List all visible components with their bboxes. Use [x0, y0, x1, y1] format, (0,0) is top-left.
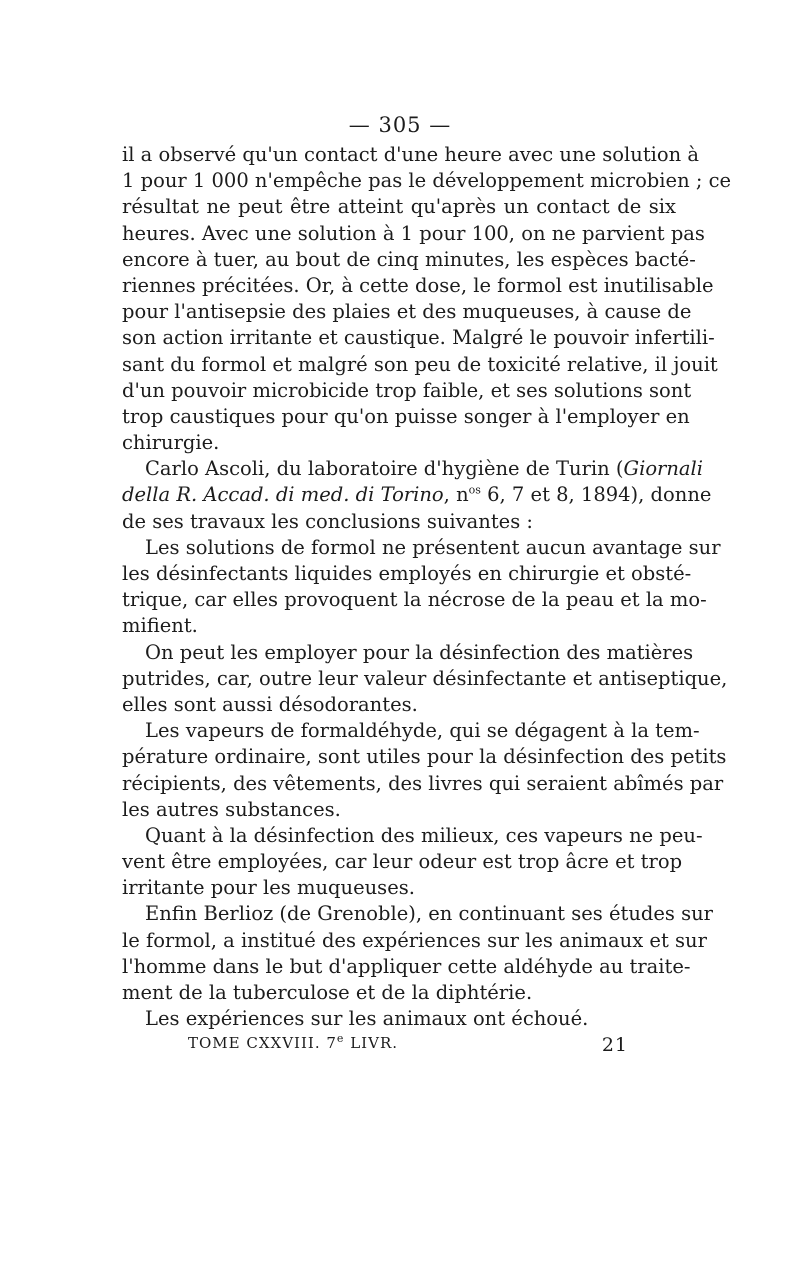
- text-line: ment de la tuberculose et de la diphtérie.: [122, 981, 533, 1004]
- journal-title: Giornali: [623, 457, 704, 481]
- text-line: résultat ne peut être atteint qu'après un contact de six: [122, 195, 676, 219]
- text-line: son action irritante et caustique. Malgré le pouvoir infertili-: [122, 326, 715, 350]
- issue-number: 7: [326, 1034, 337, 1052]
- text-line: 1 pour 1 000 n'empêche pas le développement microbien ; ce: [122, 169, 732, 193]
- ascoli-text: , n: [443, 483, 469, 507]
- ascoli-line-2: [122, 482, 712, 508]
- text-line: vent être employées, car leur odeur est trop âcre et trop: [122, 850, 683, 874]
- text-line: elles sont aussi désodorantes.: [122, 692, 418, 716]
- text-line: l'homme dans le but d'appliquer cette aldéhyde au traite-: [122, 954, 691, 978]
- text-line: Quant à la désinfection des milieux, ces vapeurs ne peu-: [145, 823, 703, 847]
- body-text: [122, 142, 732, 1032]
- text-line: Les solutions de formol ne présentent aucun avantage sur: [145, 535, 721, 559]
- text-line: heures. Avec une solution à 1 pour 100, on ne parvient pas: [122, 221, 705, 245]
- ascoli-line-1: [122, 456, 704, 482]
- page-number: — 305 —: [348, 113, 452, 137]
- ascoli-line-3: de ses travaux les conclusions suivantes :: [122, 509, 533, 533]
- text-line: les désinfectants liquides employés en chirurgie et obsté-: [122, 562, 692, 585]
- text-line: il a observé qu'un contact d'une heure avec une solution à: [122, 143, 700, 166]
- text-line: putrides, car, outre leur valeur désinfectante et antiseptique,: [122, 666, 728, 690]
- signature-mark: 21: [601, 1034, 628, 1056]
- text-line: encore à tuer, au bout de cinq minutes, les espèces bacté-: [122, 247, 696, 271]
- ascoli-text: 6, 7 et 8, 1894), donne: [480, 483, 712, 507]
- text-line: Les vapeurs de formaldéhyde, qui se dégagent à la tem-: [145, 719, 700, 743]
- text-line: On peut les employer pour la désinfection des matières: [145, 640, 694, 664]
- text-line: trop caustiques pour qu'on puisse songer à l'employer en: [122, 404, 690, 428]
- text-line: Enfin Berlioz (de Grenoble), en continuant ses études sur: [145, 902, 713, 926]
- text-line: d'un pouvoir microbicide trop faible, et ses solutions sont: [122, 378, 692, 402]
- text-line: riennes précitées. Or, à cette dose, le formol est inutilisable: [122, 273, 714, 297]
- volume-text: TOME CXXVIII.: [188, 1034, 321, 1052]
- journal-title: della R. Accad. di med. di Torino: [122, 483, 444, 507]
- ascoli-text: Carlo Ascoli, du laboratoire d'hygiène de Turin (: [145, 457, 624, 481]
- superscript: e: [336, 1032, 345, 1045]
- text-line: mifient.: [122, 614, 198, 638]
- text-line: les autres substances.: [122, 797, 341, 821]
- text-line: pérature ordinaire, sont utiles pour la désinfection des petits: [122, 745, 727, 769]
- issue-label: LIVR.: [350, 1034, 398, 1052]
- text-line: Les expériences sur les animaux ont échoué.: [145, 1007, 589, 1031]
- text-line: pour l'antisepsie des plaies et des muqueuses, à cause de: [122, 300, 692, 324]
- text-line: trique, car elles provoquent la nécrose de la peau et la mo-: [122, 588, 707, 612]
- text-line: récipients, des vêtements, des livres qui seraient abîmés par: [122, 771, 724, 795]
- text-line: chirurgie.: [122, 431, 220, 455]
- superscript: os: [468, 483, 481, 497]
- text-line: sant du formol et malgré son peu de toxicité relative, il jouit: [122, 352, 718, 376]
- text-line: le formol, a institué des expériences sur les animaux et sur: [122, 928, 707, 952]
- volume-label: [188, 1034, 398, 1052]
- text-line: irritante pour les muqueuses.: [122, 876, 415, 900]
